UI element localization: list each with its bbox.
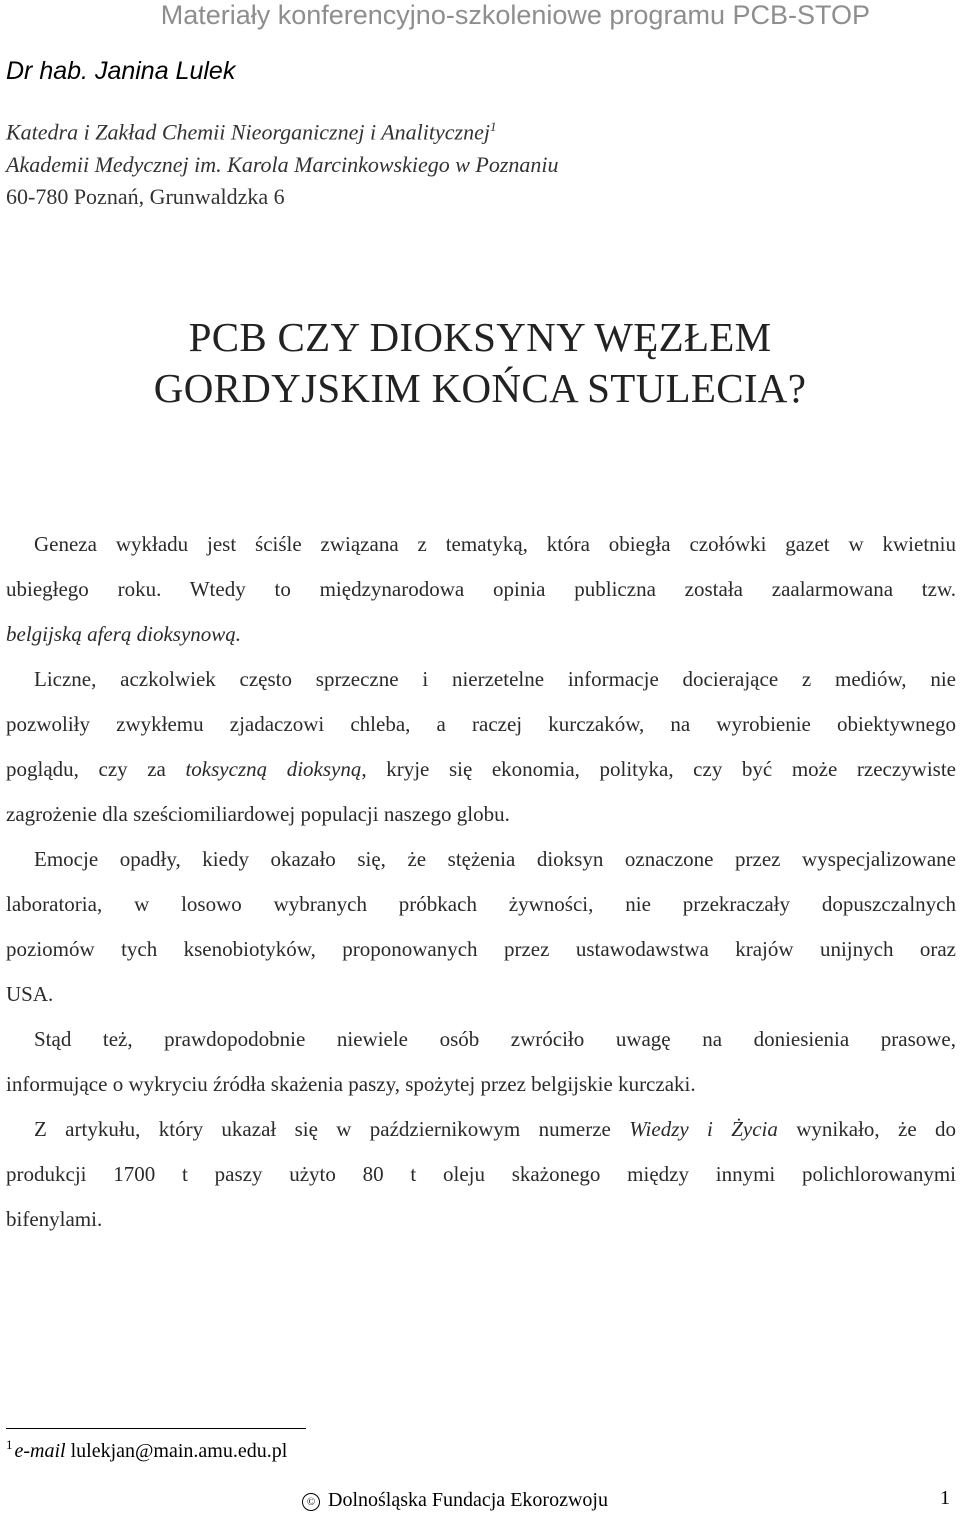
paragraph-3-line-4: USA. bbox=[6, 982, 54, 1006]
paragraph-2-text: , kryje się ekonomia, polityka, czy być może rzeczywiste bbox=[361, 757, 956, 781]
paragraph-3-line-2: laboratoria, w losowo wybranych próbkach żywności, nie przekraczały dopuszczalnych bbox=[6, 892, 956, 916]
paragraph-2-line-2: pozwoliły zwykłemu zjadaczowi chleba, a raczej kurczaków, na wyrobienie obiektywnego bbox=[6, 712, 956, 736]
footnote-number: 1 bbox=[6, 1437, 13, 1452]
paragraph-2-line-3 bbox=[6, 757, 956, 782]
author-title: Dr hab. bbox=[6, 57, 88, 85]
paragraph-3-line-3: poziomów tych ksenobiotyków, proponowanych przez ustawodawstwa krajów unijnych oraz bbox=[6, 937, 956, 961]
paragraph-5-line-3: bifenylami. bbox=[6, 1207, 103, 1231]
paragraph-2-line-1: Liczne, aczkolwiek często sprzeczne i nierzetelne informacje docierające z mediów, nie bbox=[34, 667, 956, 691]
footnote-separator bbox=[6, 1428, 306, 1429]
email-link[interactable]: lulekjan@main.amu.edu.pl bbox=[70, 1440, 288, 1462]
page-footer bbox=[302, 1489, 608, 1512]
affiliation-line-2: Akademii Medycznej im. Karola Marcinkowskiego w Poznaniu bbox=[6, 152, 559, 177]
emphasis-text: Wiedzy i Życia bbox=[629, 1117, 778, 1141]
paragraph-1-line-2: ubiegłego roku. Wtedy to międzynarodowa opinia publiczna została zaalarmowana tzw. bbox=[6, 577, 956, 601]
paragraph-2-text: poglądu, czy za bbox=[6, 757, 186, 781]
conference-header: Materiały konferencyjno-szkoleniowe programu PCB-STOP bbox=[160, 0, 870, 30]
footnote bbox=[6, 1437, 287, 1463]
author-line bbox=[6, 57, 235, 86]
footnote-label: e-mail bbox=[14, 1440, 66, 1462]
document-title-line-1: PCB CZY DIOKSYNY WĘZŁEM bbox=[188, 314, 772, 360]
paragraph-4-line-2: informujące o wykryciu źródła skażenia paszy, spożytej przez belgijskie kurczaki. bbox=[6, 1072, 696, 1096]
paragraph-4-line-1: Stąd też, prawdopodobnie niewiele osób zwróciło uwagę na doniesienia prasowe, bbox=[34, 1027, 956, 1051]
copyright-icon: © bbox=[302, 1493, 320, 1511]
affiliation-department: Katedra i Zakład Chemii Nieorganicznej i Analitycznej bbox=[6, 119, 490, 145]
paragraph-5-text: Z artykułu, który ukazał się w październikowym numerze bbox=[34, 1117, 630, 1141]
paragraph-2-line-4: zagrożenie dla sześciomiliardowej populacji naszego globu. bbox=[6, 802, 510, 826]
paragraph-3-line-1: Emocje opadły, kiedy okazało się, że stężenia dioksyn oznaczone przez wyspecjalizowane bbox=[34, 847, 956, 871]
emphasis-text: toksyczną dioksyną bbox=[185, 757, 362, 781]
paragraph-5-line-2: produkcji 1700 t paszy użyto 80 t oleju skażonego między innymi polichlorowanymi bbox=[6, 1162, 956, 1186]
paragraph-5-text: wynikało, że do bbox=[777, 1117, 957, 1141]
document-title-line-2: GORDYJSKIM KOŃCA STULECIA? bbox=[153, 365, 807, 411]
page-number: 1 bbox=[940, 1487, 950, 1509]
paragraph-1-line-3: belgijską aferą dioksynową. bbox=[6, 622, 242, 646]
affiliation-address: 60-780 Poznań, Grunwaldzka 6 bbox=[6, 184, 285, 209]
author-name: Janina Lulek bbox=[94, 57, 236, 85]
affiliation-line-1 bbox=[6, 119, 496, 145]
paragraph-1-line-1: Geneza wykładu jest ściśle związana z tematyką, która obiegła czołówki gazet w kwietniu bbox=[34, 532, 956, 556]
paragraph-5-line-1 bbox=[34, 1117, 956, 1142]
footnote-ref: 1 bbox=[489, 119, 497, 134]
publisher-name: Dolnośląska Fundacja Ekorozwoju bbox=[328, 1489, 608, 1511]
